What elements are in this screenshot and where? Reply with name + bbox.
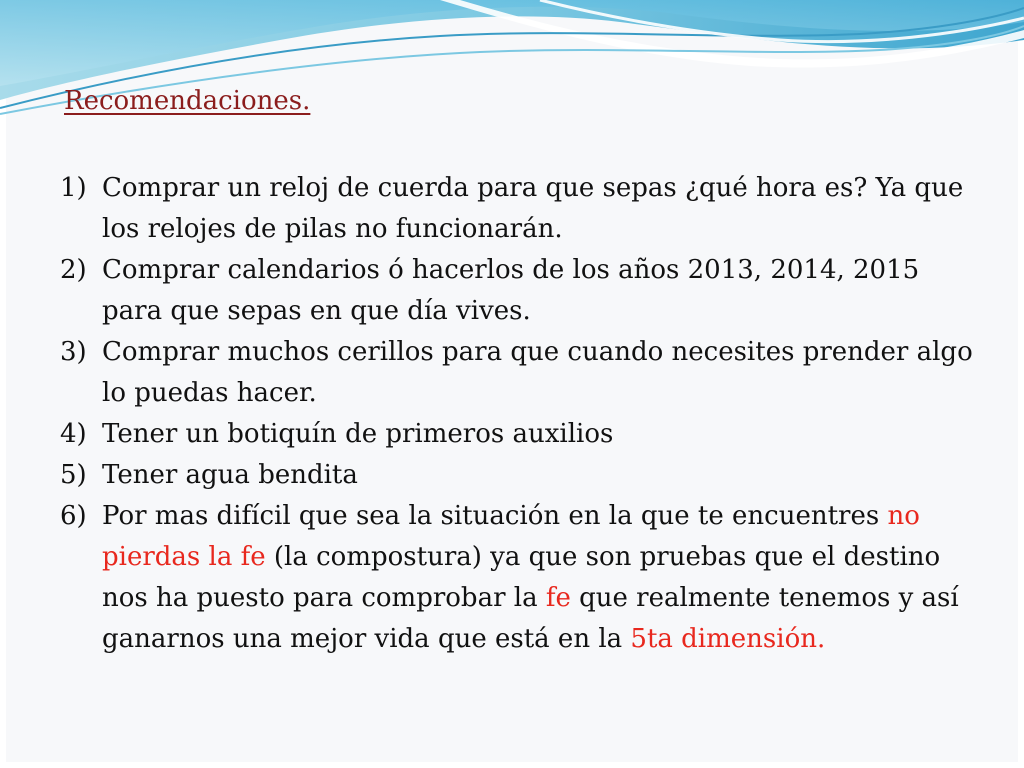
item-text: Tener un botiquín de primeros auxilios bbox=[102, 419, 614, 449]
highlight-text: 5ta dimensión. bbox=[630, 624, 826, 654]
item-number: 3) bbox=[60, 337, 87, 367]
item-text-part: que realmente tenemos y así ganarnos una mejor vida que está en la bbox=[102, 583, 959, 654]
highlight-text: fe bbox=[545, 583, 571, 613]
item-text-part: Por mas difícil que sea la situación en la que te encuentres bbox=[102, 501, 888, 531]
item-text: Comprar un reloj de cuerda para que sepas ¿qué hora es? Ya que los relojes de pilas no funcionarán. bbox=[102, 173, 964, 244]
list-item bbox=[60, 414, 980, 455]
list-item bbox=[60, 332, 980, 414]
item-number: 1) bbox=[60, 173, 87, 203]
list-item bbox=[60, 168, 980, 250]
recommendations-list bbox=[60, 168, 980, 660]
highlight-text: no pierdas la fe bbox=[102, 501, 920, 572]
list-item bbox=[60, 455, 980, 496]
item-text: Comprar muchos cerillos para que cuando necesites prender algo lo puedas hacer. bbox=[102, 337, 973, 408]
item-number: 6) bbox=[60, 501, 87, 531]
item-text: Comprar calendarios ó hacerlos de los años 2013, 2014, 2015 para que sepas en que día vives. bbox=[102, 255, 920, 326]
list-item bbox=[60, 250, 980, 332]
item-number: 4) bbox=[60, 419, 87, 449]
item-number: 2) bbox=[60, 255, 87, 285]
item-text: Tener agua bendita bbox=[102, 460, 358, 490]
item-text-part: (la compostura) ya que son pruebas que el destino nos ha puesto para comprobar la bbox=[102, 542, 941, 613]
list-item bbox=[60, 496, 980, 660]
item-number: 5) bbox=[60, 460, 87, 490]
slide-title: Recomendaciones. bbox=[64, 86, 311, 116]
